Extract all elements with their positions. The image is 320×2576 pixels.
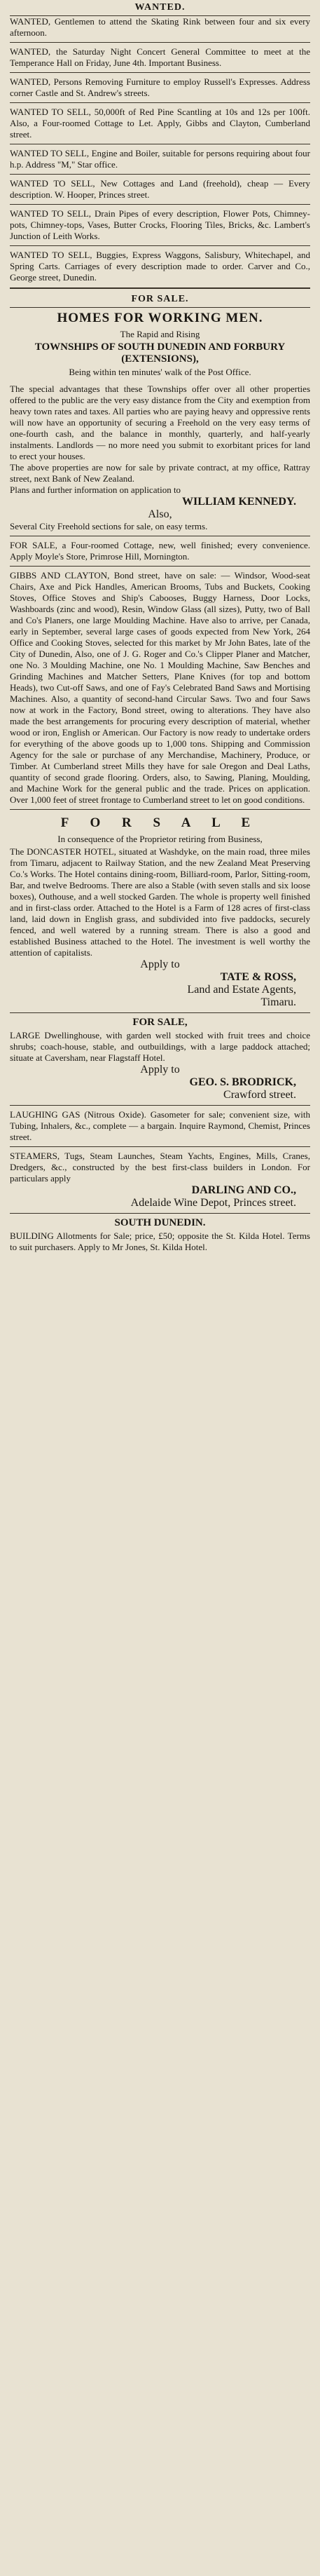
homes-para1: The special advantages that these Townships offer over all other properties offered to the public are the very easy distance from the City and exemption from heavy town rates and taxes. All parties who are paying heavy and oppressive rents will now have an opportunity of securing a Freehold on the very easy terms of one-fourth cash, and the balance in monthly, quarterly, and half-yearly instalments. Landlords — no more need you submit to exorbitant prices for land to erect your houses. xyxy=(10,384,310,461)
doncaster-intro: In consequence of the Proprietor retiring from Business, xyxy=(57,834,263,844)
divider xyxy=(10,42,310,43)
brodrick-body: LARGE Dwellinghouse, with garden well stocked with fruit trees and choice shrubs; coach-house, stable, and outbuildings, with a large paddock attached; situate at Caversham, near Flagstaff Hotel. xyxy=(10,1030,310,1063)
steamers-body: STEAMERS, Tugs, Steam Launches, Steam Yachts, Engines, Mills, Cranes, Dredgers, &c., constructed by the best first-class builders in London. For particulars apply xyxy=(10,1151,310,1184)
divider xyxy=(10,1146,310,1147)
homes-para2: The above properties are now for sale by private contract, at my office, Rattray street, next Bank of New Zealand. xyxy=(10,462,310,484)
newspaper-page xyxy=(6,0,314,2576)
wanted-ad: WANTED TO SELL, Engine and Boiler, suitable for persons requiring about four h.p. Address "M," Star office. xyxy=(10,148,310,170)
homes-para3: Plans and further information on application to xyxy=(10,484,181,495)
wanted-ad: WANTED, the Saturday Night Concert General Committee to meet at the Temperance Hall on Friday, June 4th. Important Business. xyxy=(10,46,310,68)
homes-heading: HOMES FOR WORKING MEN. xyxy=(57,311,263,325)
divider xyxy=(10,204,310,205)
wanted-ad: WANTED, Persons Removing Furniture to employ Russell's Expresses. Address corner Castle and St. Andrew's streets. xyxy=(10,76,310,98)
divider xyxy=(10,1213,310,1214)
divider xyxy=(10,1105,310,1106)
wanted-ad: WANTED TO SELL, 50,000ft of Red Pine Scantling at 10s and 12s per 100ft. Also, a Four-roomed Cottage to Let. Apply, Gibbs and Clayton, Cumberland street. xyxy=(10,107,310,140)
doncaster-apply: Apply to xyxy=(140,958,180,970)
doncaster-agent-desc: Land and Estate Agents, xyxy=(187,984,296,996)
brodrick-heading: FOR SALE, xyxy=(132,1017,188,1028)
gibbs-clayton-ad: GIBBS AND CLAYTON, Bond street, have on sale: — Windsor, Wood-seat Chairs, Axe and Pick Handles, American Brooms, Tubs and Buckets, Cooking Stoves, Office Stoves and Ship's Cabooses, Buggy Harness, Door Locks, Washboards (zinc and wood), Resin, Window Glass (all sizes), Putty, two of Ball and Co's Planers, one large Moulding Machine. Have also to arrive, per Canada, early in September, several large cases of goods expected from New York, 264 Office and Cooking Stoves, selected for this market by Mr John Bates, late of the City of Dunedin, Also, one of J. G. Roger and Co.'s Clipper Planer and Matcher, one No. 3 Moulding Machine, one No. 1 Moulding Machine, Saw Benches and Grinding Machines and Matcher Setters, Plane Knives (for top and bottom Heads), two Cut-off Saws, and one of Fay's Celebrated Band Saws and Mortising Machines. Also, a quantity of second-hand Circular Saws. Two and four Saws now at work in the Factory, Bond street, owing to alterations. They have also made the best arrangements for procuring every description of material, whether wood or iron, English or American. Our Factory is now ready to undertake orders for everything of the above goods up to 1,000 tons. Shipping and Commission Agency for the sale or purchase of any Merchandise, Machinery, Produce, or Timber. At Cumberland street Mills they have for sale Oregon and Deal Laths, quantity of second grade flooring. Orders, also, to Sawing, Planing, Moulding, and Machine Work for the general public and the trade. Prices on application. Over 1,000 feet of street frontage to Cumberland street to let on good conditions. xyxy=(10,570,310,805)
wanted-ad: WANTED TO SELL, Drain Pipes of every description, Flower Pots, Chimney-pots, Chimney-tops, Vases, Butter Crocks, Flooring Tiles, Bricks, &c. Lambert's Junction of Leith Works. xyxy=(10,208,310,241)
for-sale-header: FOR SALE. xyxy=(10,293,310,308)
brodrick-ad xyxy=(10,1017,310,1101)
section-divider xyxy=(10,287,310,289)
homes-para4: Several City Freehold sections for sale, on easy terms. xyxy=(10,521,208,531)
wanted-ad: WANTED, Gentlemen to attend the Skating Rink between four and six every afternoon. xyxy=(10,16,310,38)
divider xyxy=(10,174,310,175)
doncaster-agent: TATE & ROSS, xyxy=(220,971,296,983)
wanted-ad: WANTED TO SELL, New Cottages and Land (freehold), cheap — Every description. W. Hooper, Princes street. xyxy=(10,178,310,200)
brodrick-apply: Apply to xyxy=(140,1064,180,1076)
homes-also: Also, xyxy=(148,508,172,520)
doncaster-body: The DONCASTER HOTEL, situated at Washdyke, on the main road, three miles from Timaru, adjacent to Railway Station, and the new Zealand Meat Preserving Co.'s Works. The Hotel contains dining-room, Billiard-room, Parlor, Sitting-room, Bar, and twelve Bedrooms. There are also a Stable (with seven stalls and six loose boxes), Outhouse, and a well stocked Garden. The whole is property well finished and in first-class order. Attached to the Hotel is a Farm of 128 acres of first-class land, laid down in English grass, and subdivided into five paddocks, securely fenced, and well watered by a running stream. There is also a good and established Business attached to the Hotel. The investment is well worthy the attention of capitalists. xyxy=(10,846,310,958)
south-dunedin-ad xyxy=(10,1217,310,1253)
homes-sub2: TOWNSHIPS OF SOUTH DUNEDIN AND FORBURY (EXTENSIONS), xyxy=(34,341,286,365)
wanted-ads xyxy=(10,16,310,283)
steamers-agent: DARLING AND CO., xyxy=(191,1184,296,1196)
divider xyxy=(10,566,310,567)
divider xyxy=(10,102,310,103)
south-dunedin-body: BUILDING Allotments for Sale; price, £50; opposite the St. Kilda Hotel. Terms to suit purchasers. Apply to Mr Jones, St. Kilda Hotel. xyxy=(10,1231,310,1252)
wanted-header: WANTED. xyxy=(10,1,310,16)
divider xyxy=(10,72,310,73)
divider xyxy=(10,1012,310,1013)
homes-ad xyxy=(10,311,310,532)
divider xyxy=(10,245,310,246)
homes-sub3: Being within ten minutes' walk of the Post Office. xyxy=(69,367,251,377)
doncaster-ad xyxy=(10,815,310,1009)
wanted-ad: WANTED TO SELL, Buggies, Express Waggons, Salisbury, Whitechapel, and Spring Carts. Carriages of every description made to order. Carver and Co., George street, Dunedin. xyxy=(10,250,310,283)
cottage-ad: FOR SALE, a Four-roomed Cottage, new, well finished; every convenience. Apply Moyle's Store, Primrose Hill, Mornington. xyxy=(10,540,310,562)
steamers-ad xyxy=(10,1151,310,1209)
brodrick-agent: GEO. S. BRODRICK, xyxy=(189,1076,296,1088)
laughing-gas-ad: LAUGHING GAS (Nitrous Oxide). Gasometer for sale; convenient size, with Tubing, Inhalers, &c., complete — a bargain. Inquire Raymond, Chemist, Princes street. xyxy=(10,1109,310,1142)
homes-signature: WILLIAM KENNEDY. xyxy=(182,496,296,508)
steamers-address: Adelaide Wine Depot, Princes street. xyxy=(130,1197,296,1209)
doncaster-place: Timaru. xyxy=(260,996,296,1008)
divider xyxy=(10,809,310,810)
brodrick-address: Crawford street. xyxy=(223,1089,296,1101)
doncaster-heading: F O R S A L E xyxy=(60,815,260,830)
south-dunedin-heading: SOUTH DUNEDIN. xyxy=(114,1217,206,1228)
homes-sub1: The Rapid and Rising xyxy=(120,329,200,339)
